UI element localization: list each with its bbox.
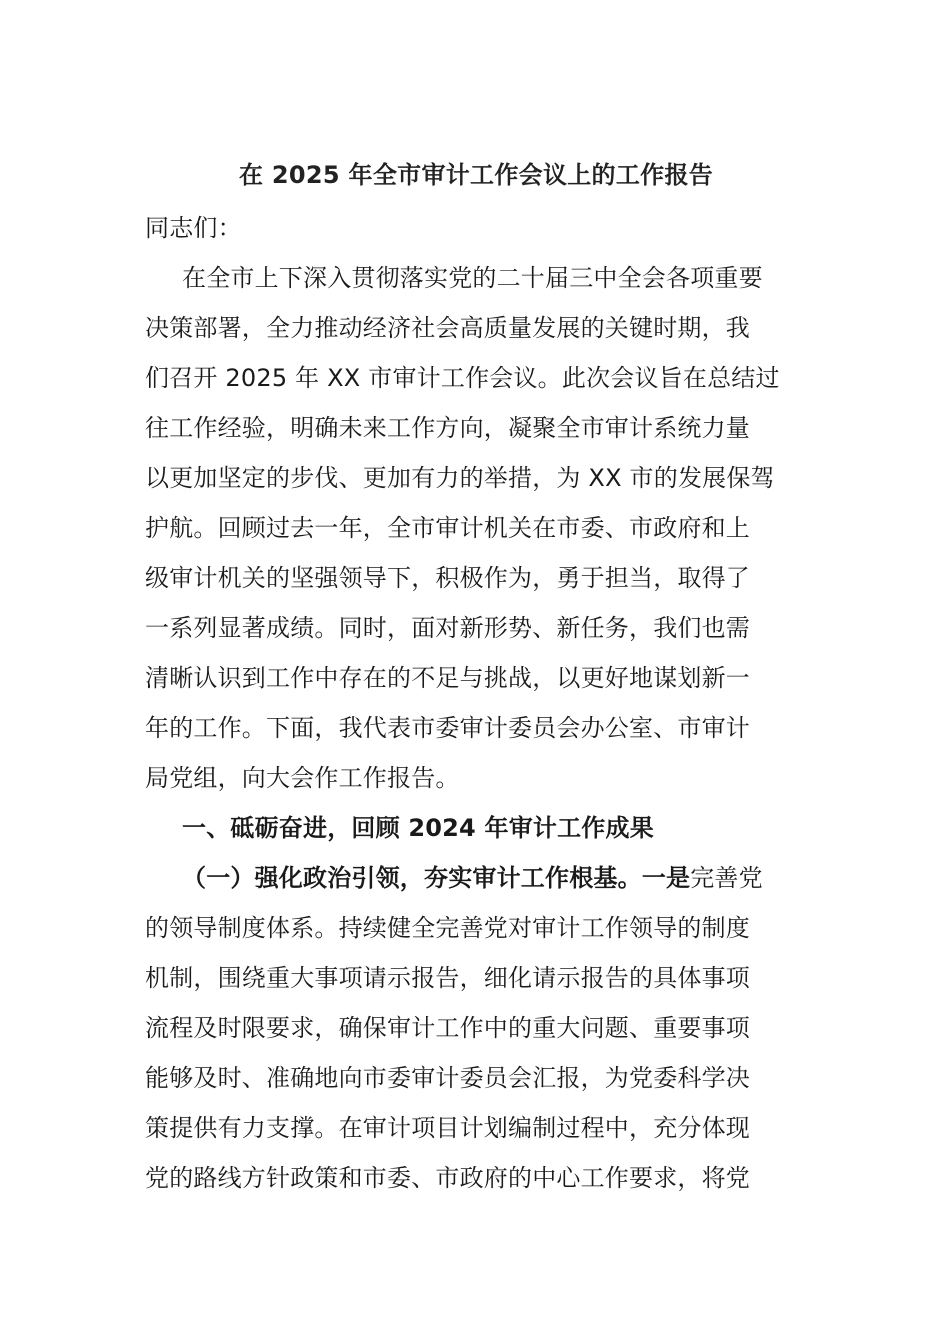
paragraph-line: 们召开 2025 年 XX 市审计工作会议。此次会议旨在总结过 (145, 364, 780, 392)
subsection-heading: （一）强化政治引领，夯实审计工作根基。 (182, 864, 642, 892)
paragraph-line: 级审计机关的坚强领导下，积极作为，勇于担当，取得了 (145, 564, 750, 592)
paragraph-text: 完善党 (690, 864, 763, 892)
paragraph-line: 以更加坚定的步伐、更加有力的举措，为 XX 市的发展保驾 (145, 464, 775, 492)
document-title: 在 2025 年全市审计工作会议上的工作报告 (238, 161, 714, 189)
paragraph-line: 护航。回顾过去一年，全市审计机关在市委、市政府和上 (145, 514, 750, 542)
section-heading: 一、砥砺奋进，回顾 2024 年审计工作成果 (182, 814, 654, 842)
paragraph-line: 一系列显著成绩。同时，面对新形势、新任务，我们也需 (145, 614, 750, 642)
intro-paragraph (145, 253, 807, 803)
greeting: 同志们： (145, 214, 242, 242)
list-marker: 一是 (641, 864, 691, 892)
paragraph-line: 的领导制度体系。持续健全完善党对审计工作领导的制度 (145, 914, 750, 942)
paragraph-line: 清晰认识到工作中存在的不足与挑战，以更好地谋划新一 (145, 664, 750, 692)
paragraph-line: 流程及时限要求，确保审计工作中的重大问题、重要事项 (145, 1014, 750, 1042)
paragraph-line: 在全市上下深入贯彻落实党的二十届三中全会各项重要 (182, 264, 763, 292)
paragraph-line: 年的工作。下面，我代表市委审计委员会办公室、市审计 (145, 714, 750, 742)
document-page (145, 155, 807, 1203)
paragraph-line: 机制，围绕重大事项请示报告，细化请示报告的具体事项 (145, 964, 750, 992)
subsection-first-line (145, 853, 807, 903)
paragraph-line: 往工作经验，明确未来工作方向，凝聚全市审计系统力量 (145, 414, 750, 442)
paragraph-line: 策提供有力支撑。在审计项目计划编制过程中，充分体现 (145, 1114, 750, 1142)
subsection-paragraph (145, 853, 807, 1203)
paragraph-line: 决策部署，全力推动经济社会高质量发展的关键时期，我 (145, 314, 750, 342)
paragraph-line: 党的路线方针政策和市委、市政府的中心工作要求，将党 (145, 1164, 750, 1192)
paragraph-line: 局党组，向大会作工作报告。 (145, 764, 460, 792)
paragraph-line: 能够及时、准确地向市委审计委员会汇报，为党委科学决 (145, 1064, 750, 1092)
